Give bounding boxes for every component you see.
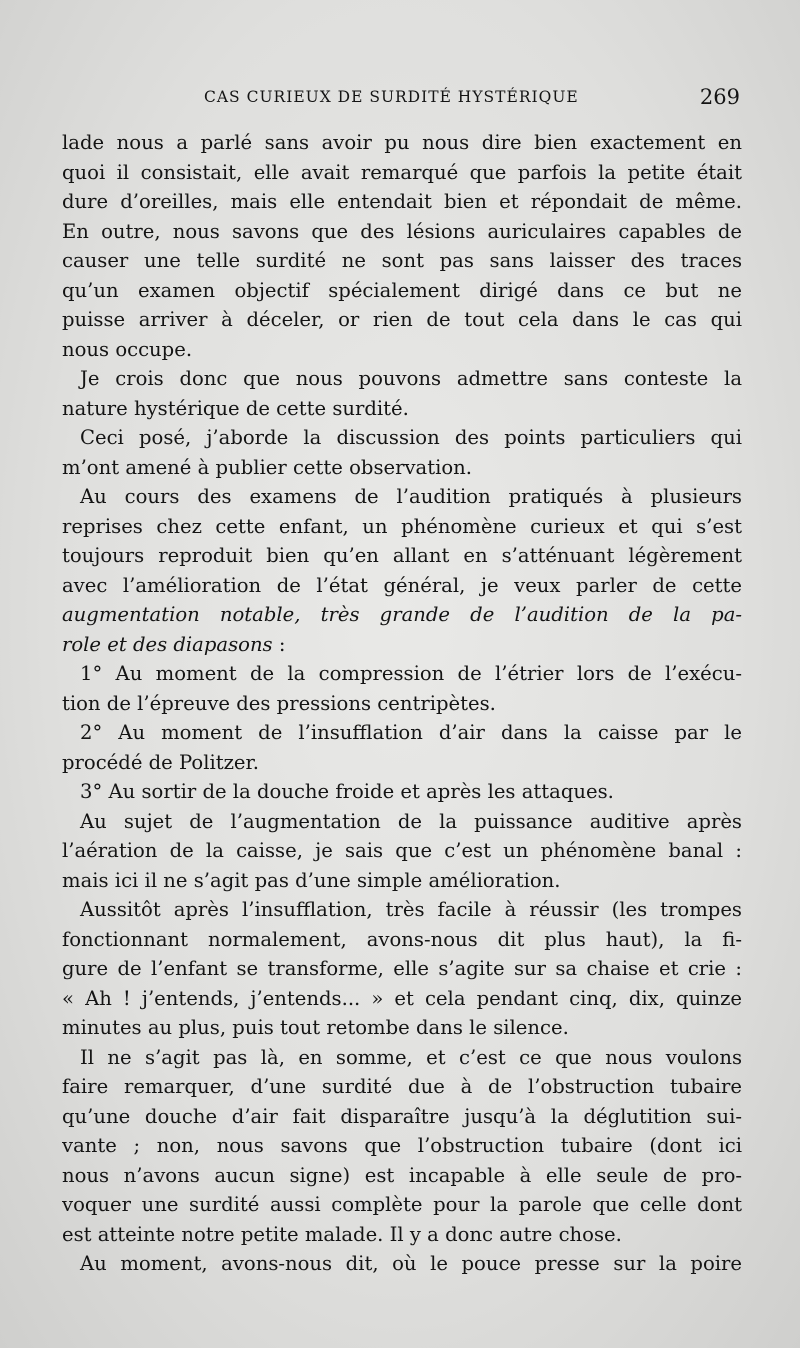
text-line: Ceci posé, j’aborde la discussion des points particuliers qui [80,426,742,449]
text-line: qu’un examen objectif spécialement dirigé dans ce but ne [62,278,742,302]
text-line: 1° Au moment de la compression de l’étrier lors de l’exécu- [80,662,742,685]
colon: : [272,632,286,656]
text-line: l’aération de la caisse, je sais que c’est un phénomène banal : [62,839,742,862]
text-line: Il ne s’agit pas là, en somme, et c’est ce que nous voulons [80,1045,742,1069]
text-line: causer une telle surdité ne sont pas sans laisser des traces [62,249,742,272]
running-head: CAS CURIEUX DE SURDITÉ HYSTÉRIQUE [204,88,579,106]
text-line [62,630,742,660]
text-line: toujours reproduit bien qu’en allant en s’atténuant légèrement [62,544,742,567]
text-line: Aussitôt après l’insufflation, très facile à réussir (les trompes [80,898,742,921]
text-line: 3° Au sortir de la douche froide et après les attaques. [80,780,614,803]
text-line: Au moment, avons-nous dit, où le pouce presse sur la poire [80,1252,742,1275]
text-line: avec l’amélioration de l’état général, je veux parler de cette [62,573,742,597]
text-line: procédé de Politzer. [62,750,259,774]
text-line: qu’une douche d’air fait disparaître jusqu’à la déglutition sui- [62,1104,742,1128]
text-line: gure de l’enfant se transforme, elle s’agite sur sa chaise et crie : [62,957,742,980]
text-line: puisse arriver à déceler, or rien de tout cela dans le cas qui [62,308,742,331]
text-line: reprises chez cette enfant, un phénomène curieux et qui s’est [62,514,742,538]
text-line: nous occupe. [62,337,193,361]
text-line: quoi il consistait, elle avait remarqué que parfois la petite était [62,160,742,184]
text-line: tion de l’épreuve des pressions centripètes. [62,691,496,715]
text-line: mais ici il ne s’agit pas d’une simple amélioration. [62,868,561,892]
text-line: fonctionnant normalement, avons-nous dit plus haut), la fi- [62,927,742,951]
text-line: En outre, nous savons que des lésions auriculaires capables de [62,219,742,243]
text-line: faire remarquer, d’une surdité due à de l’obstruction tubaire [62,1075,742,1098]
text-line: Au sujet de l’augmentation de la puissance auditive après [80,809,742,833]
text-line: 2° Au moment de l’insufflation d’air dans la caisse par le [80,721,742,744]
italic-phrase: role et des diapasons [62,632,273,656]
text-line: vante ; non, nous savons que l’obstruction tubaire (dont ici [62,1134,742,1157]
text-line: est atteinte notre petite malade. Il y a donc autre chose. [62,1222,622,1246]
text-line: m’ont amené à publier cette observation. [62,455,472,479]
text-line: Je crois donc que nous pouvons admettre sans conteste la [80,367,742,390]
text-line: voquer une surdité aussi complète pour la parole que celle dont [62,1193,742,1216]
text-line: augmentation notable, très grande de l’audition de la pa- [62,603,742,626]
text-line: nous n’avons aucun signe) est incapable à elle seule de pro- [62,1163,742,1187]
text-line: lade nous a parlé sans avoir pu nous dire bien exactement en [62,131,742,154]
text-line: « Ah ! j’entends, j’entends... » et cela pendant cinq, dix, quinze [62,986,742,1010]
text-line: minutes au plus, puis tout retombe dans le silence. [62,1016,569,1039]
body-text [62,128,742,1279]
page-number: 269 [699,85,740,109]
text-line: dure d’oreilles, mais elle entendait bien et répondait de même. [62,190,742,213]
page-header [62,85,740,112]
text-line: Au cours des examens de l’audition pratiqués à plusieurs [80,485,742,508]
text-line: nature hystérique de cette surdité. [62,396,409,420]
